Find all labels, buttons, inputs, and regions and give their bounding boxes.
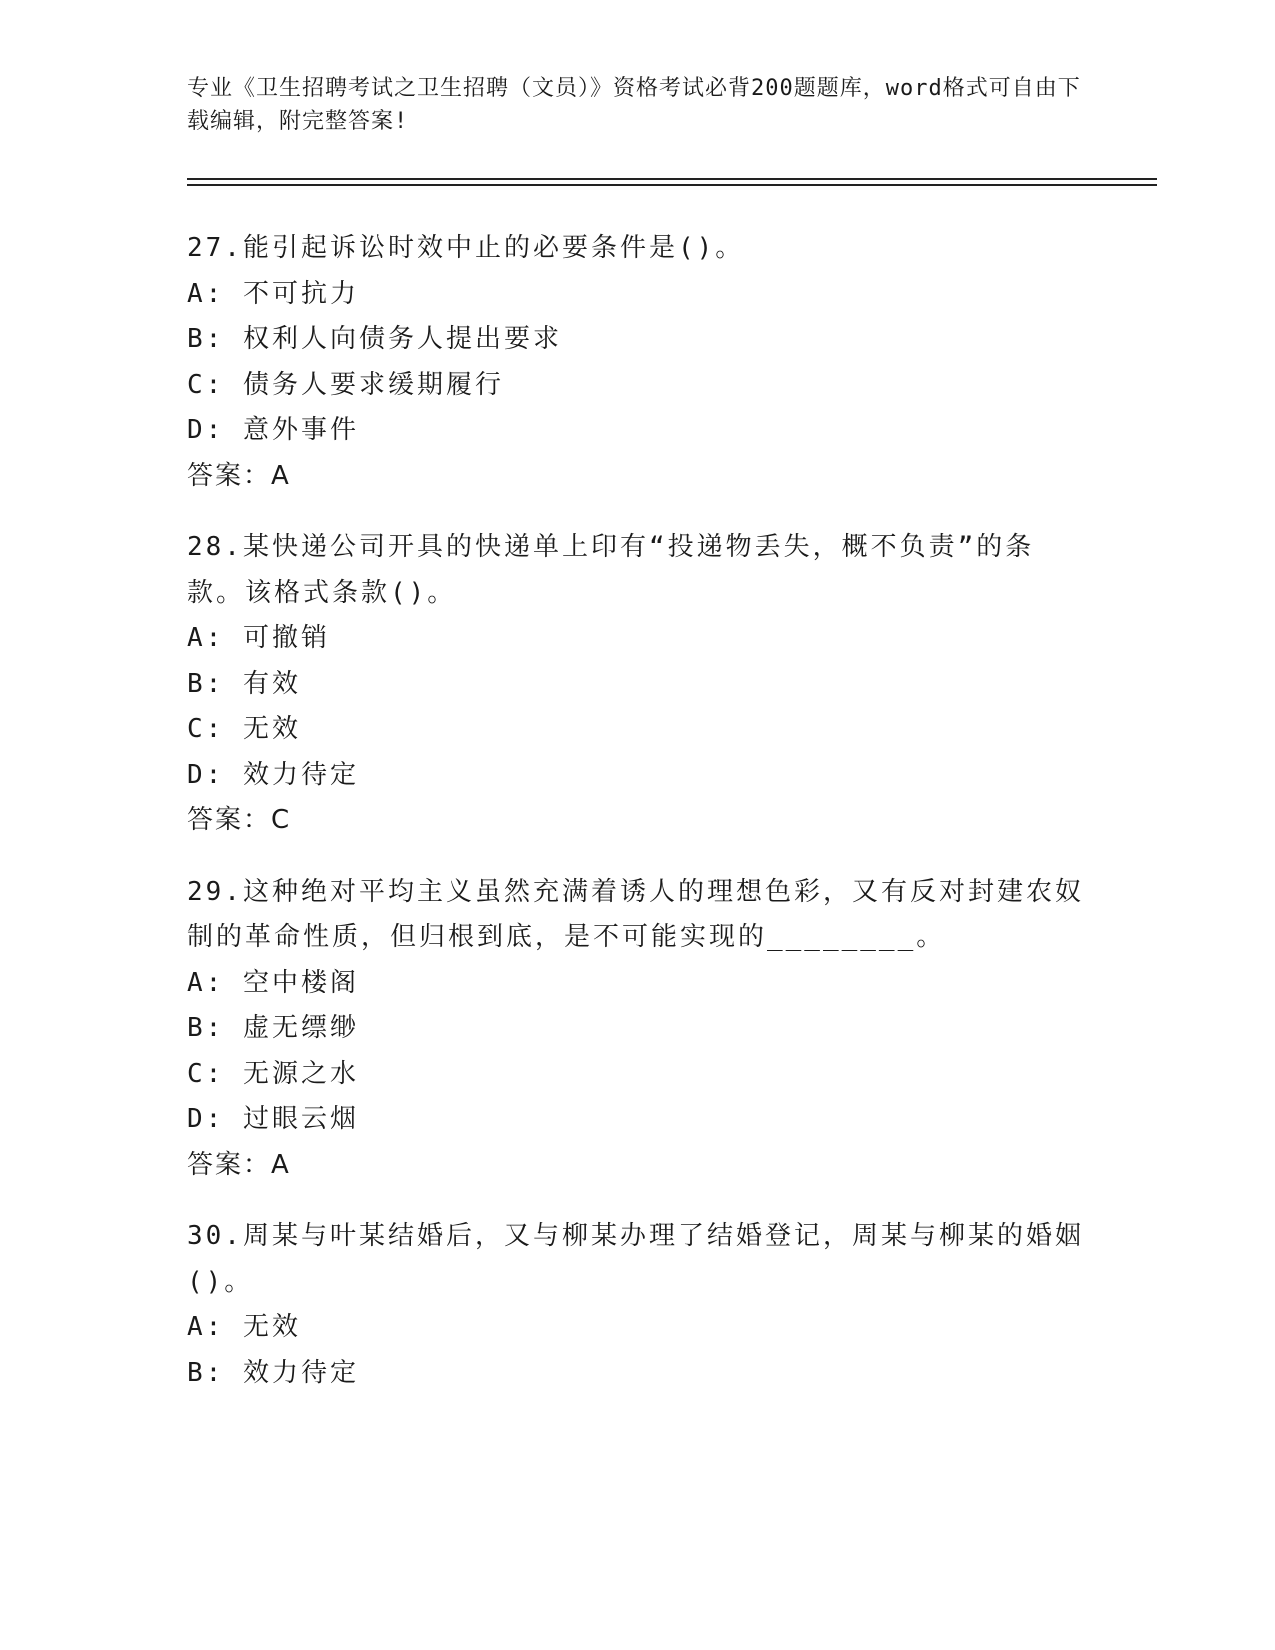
question-30: [187, 1214, 1087, 1396]
option-d: D: 过眼云烟: [187, 1104, 359, 1134]
option-c: C: 债务人要求缓期履行: [187, 369, 504, 400]
header-divider-top: [187, 178, 1157, 180]
header-divider-bottom: [187, 184, 1157, 186]
question-text: 27.能引起诉讼时效中止的必要条件是()。: [187, 233, 745, 263]
option-a: A: 不可抗力: [187, 278, 359, 309]
answer: 答案：A: [187, 1149, 291, 1180]
option-a: A: 可撤销: [187, 623, 330, 653]
option-b: B: 有效: [187, 668, 301, 699]
option-a: A: 无效: [187, 1312, 301, 1342]
question-29: [187, 870, 1087, 1189]
option-c: C: 无效: [187, 714, 301, 744]
answer: 答案：C: [187, 805, 292, 835]
option-b: B: 权利人向债务人提出要求: [187, 324, 562, 354]
answer: 答案：A: [187, 460, 291, 491]
option-a: A: 空中楼阁: [187, 967, 359, 998]
option-c: C: 无源之水: [187, 1058, 359, 1089]
option-b: B: 效力待定: [187, 1357, 359, 1388]
question-28: [187, 525, 1087, 844]
option-b: B: 虚无缥缈: [187, 1013, 359, 1043]
question-list: [187, 226, 1087, 1422]
document-header: 专业《卫生招聘考试之卫生招聘（文员）》资格考试必背200题题库，word格式可自由下载编辑，附完整答案!: [187, 76, 1081, 134]
question-text: 28.某快递公司开具的快递单上印有“投递物丢失，概不负责”的条款。该格式条款()。: [187, 532, 1035, 608]
option-d: D: 意外事件: [187, 415, 359, 445]
question-text: 30.周某与叶某结婚后，又与柳某办理了结婚登记，周某与柳某的婚姻()。: [187, 1221, 1084, 1297]
question-27: [187, 226, 1087, 499]
option-d: D: 效力待定: [187, 759, 359, 790]
question-text: 29.这种绝对平均主义虽然充满着诱人的理想色彩，又有反对封建农奴制的革命性质，但归根到底，是不可能实现的________。: [187, 876, 1084, 952]
